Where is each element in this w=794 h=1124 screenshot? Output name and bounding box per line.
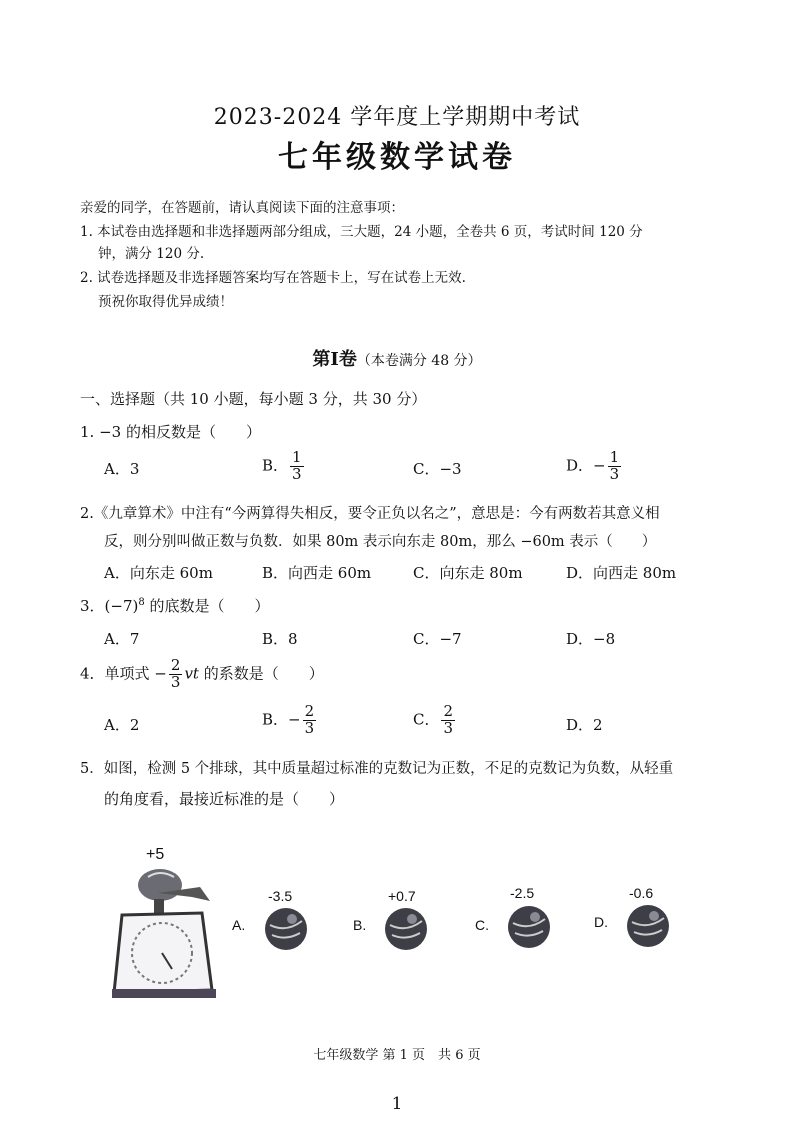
ball-d-value: -0.6	[629, 885, 654, 901]
q3-rest: 的底数是（ ）	[144, 597, 270, 615]
fraction-denominator: 3	[443, 718, 454, 737]
ball-c-letter: C.	[475, 917, 489, 933]
q4-option-b-fraction	[303, 704, 317, 737]
q4-prefix: 4．单项式 −	[80, 664, 167, 683]
fraction-denominator: 3	[304, 718, 315, 737]
fraction-numerator: 2	[443, 702, 454, 720]
weighing-scale-figure	[110, 865, 220, 1000]
q4-option-b	[262, 704, 318, 737]
question-3-stem	[80, 595, 710, 616]
q3-exponent: 8	[138, 597, 145, 608]
exam-subtitle: 七年级数学试卷	[278, 140, 516, 175]
notice-wish: 预祝你取得优异成绩！	[98, 294, 233, 310]
page-footer: 七年级数学 第 1 页 共 6 页	[313, 1048, 481, 1063]
fraction-numerator: 2	[170, 656, 181, 674]
q1-option-b	[262, 450, 306, 483]
q1-option-d	[566, 450, 623, 483]
ball-b-value: +0.7	[388, 888, 416, 904]
section-name: 第Ⅰ卷	[312, 349, 357, 370]
q4-option-d: D．2	[566, 716, 603, 734]
exam-title: 2023-2024 学年度上学期期中考试	[213, 105, 581, 130]
q1-option-d-fraction	[608, 450, 622, 483]
scale-label: +5	[146, 846, 165, 863]
question-5-line-2: 的角度看，最接近标准的是（ ）	[104, 790, 345, 808]
fraction-numerator: 2	[304, 702, 315, 720]
volleyball-d	[624, 902, 672, 950]
fraction-denominator: 3	[292, 464, 302, 483]
q3-base: 3．(−7)	[80, 597, 139, 615]
q1-option-d-label: D．−	[566, 456, 606, 475]
volleyball-a	[262, 905, 310, 953]
q3-option-a: A．7	[104, 630, 140, 648]
q1-option-a: A．3	[104, 460, 140, 478]
section-heading	[0, 345, 794, 371]
fraction-numerator: 1	[292, 448, 302, 466]
q2-option-c: C．向东走 80m	[413, 564, 523, 582]
part1-heading: 一、选择题（共 10 小题，每小题 3 分，共 30 分）	[80, 390, 427, 408]
section-note: （本卷满分 48 分）	[356, 353, 482, 369]
question-5-line-1: 5．如图，检测 5 个排球，其中质量超过标准的克数记为正数，不足的克数记为负数，从轻重	[80, 761, 674, 777]
ball-c-value: -2.5	[510, 885, 535, 901]
question-1-stem: 1. −3 的相反数是（ ）	[80, 423, 261, 441]
notice-item-1: 1. 本试卷由选择题和非选择题两部分组成，三大题，24 小题，全卷共 6 页，考试时间 120 分	[80, 224, 643, 240]
q3-option-c: C．−7	[413, 630, 462, 648]
notice-greeting: 亲爱的同学，在答题前，请认真阅读下面的注意事项：	[80, 200, 404, 216]
q3-option-d: D．−8	[566, 630, 616, 648]
ball-d-letter: D.	[594, 914, 608, 930]
q4-option-c-fraction	[441, 704, 455, 737]
q4-option-a: A．2	[104, 716, 140, 734]
ball-a-letter: A.	[232, 917, 246, 933]
page-number: 1	[391, 1094, 403, 1114]
scale-base	[112, 989, 216, 998]
q4-option-b-label: B．−	[262, 710, 301, 729]
notice-item-1-cont: 钟，满分 120 分.	[98, 246, 205, 262]
q4-fraction	[169, 658, 183, 691]
fraction-numerator: 1	[609, 448, 620, 466]
volleyball-c	[505, 903, 553, 951]
question-4-stem	[80, 658, 710, 691]
q4-suffix: 的系数是（ ）	[198, 664, 324, 683]
volleyball-b	[382, 905, 430, 953]
notice-item-2: 2. 试卷选择题及非选择题答案均写在答题卡上，写在试卷上无效.	[80, 270, 466, 286]
q1-option-c: C．−3	[413, 460, 462, 478]
q4-option-c-label: C．	[413, 710, 440, 729]
q1-option-b-label: B．	[262, 456, 289, 475]
q2-option-d: D．向西走 80m	[566, 564, 677, 582]
q4-variable: vt	[184, 664, 199, 683]
fraction-denominator: 3	[170, 672, 181, 691]
q2-option-a: A．向东走 60m	[104, 564, 213, 582]
q4-option-c	[413, 704, 457, 737]
question-2-line-1: 2.《九章算术》中注有“今两算得失相反，要令正负以名之”，意思是：今有两数若其意义相	[80, 506, 660, 522]
q2-option-b: B．向西走 60m	[262, 564, 372, 582]
q1-option-b-fraction	[290, 450, 304, 483]
fraction-denominator: 3	[609, 464, 620, 483]
question-2-line-2: 反，则分别叫做正数与负数．如果 80m 表示向东走 80m，那么 −60m 表示（ ）	[104, 534, 657, 550]
q3-option-b: B．8	[262, 630, 298, 648]
ball-a-value: -3.5	[268, 888, 293, 904]
ball-b-letter: B.	[353, 917, 367, 933]
